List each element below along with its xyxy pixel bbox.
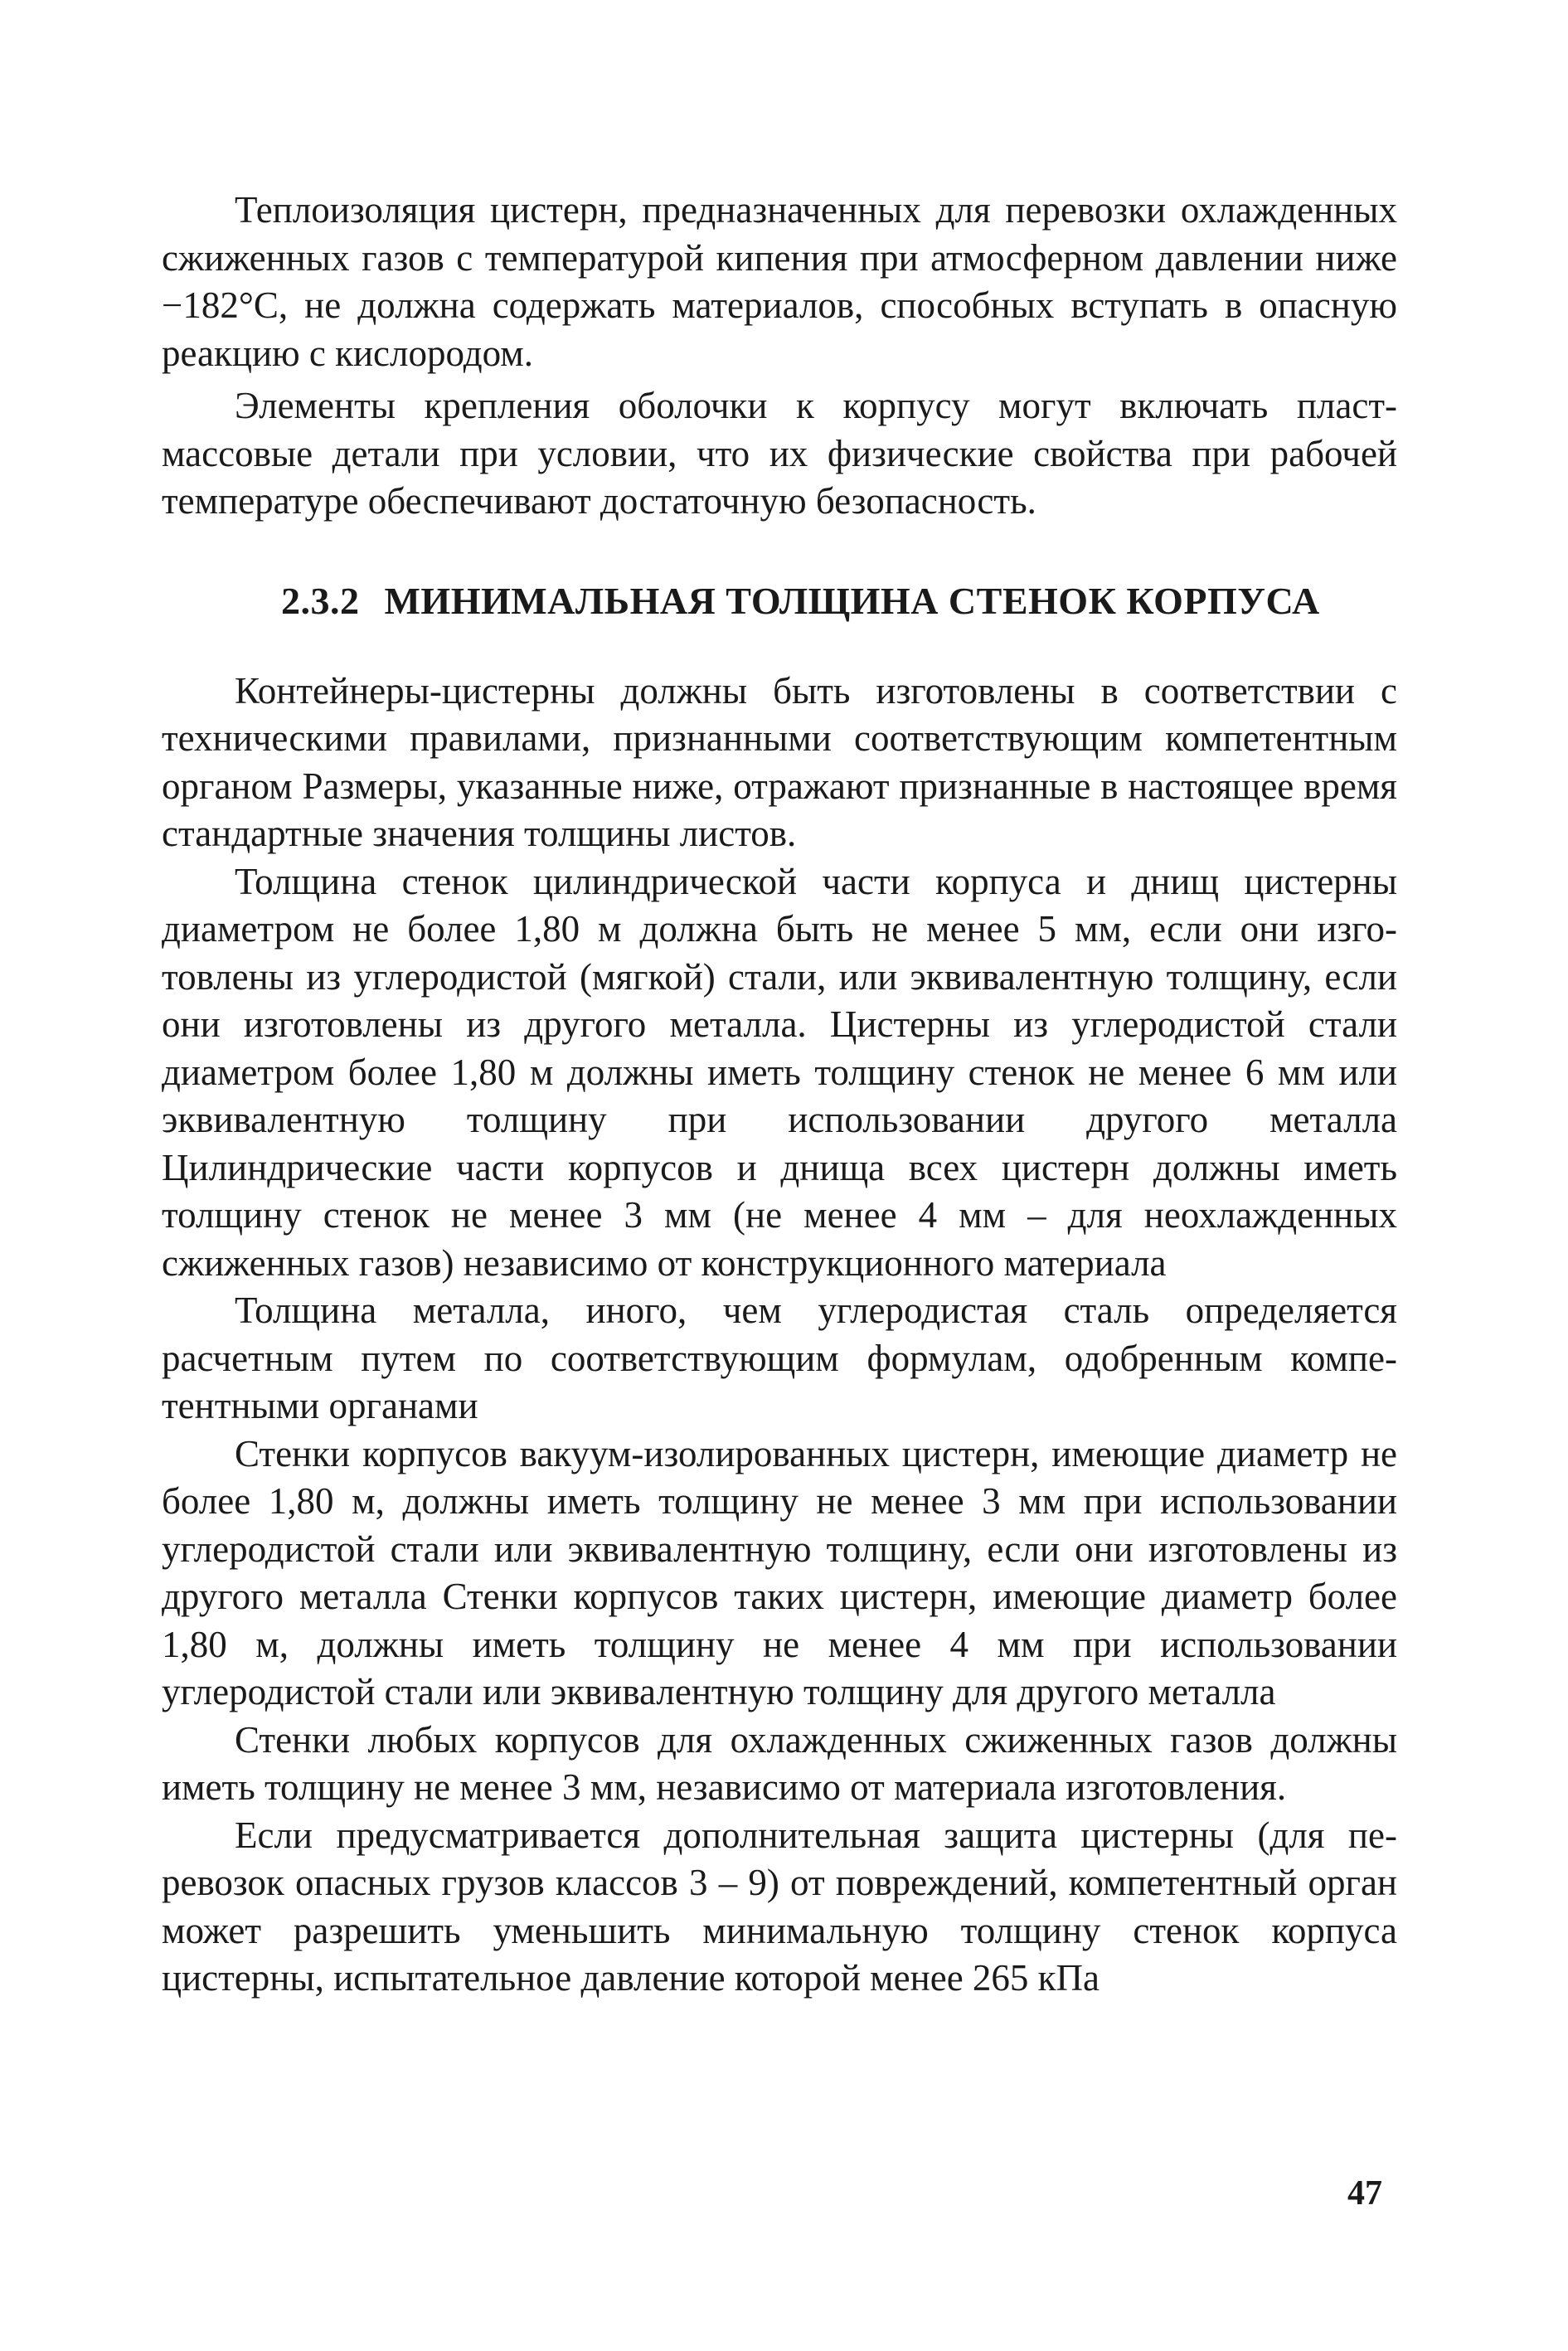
- paragraph-wall-thickness: Толщина стенок цилиндрической части корпуса и днищ цистерны диаметром не более 1,80 м должна быть не менее 5 мм, если они изготовлены из углеродистой (мягкой) стали, или эквивалентную толщину, если они изготовлены из другого металла. Цистерны из углеродистой стали диаметром более 1,80 м должны иметь толщину стенок не менее 6 мм или эквивалентную толщину при использовании другого металла Цилиндрические части корпусов и днища всех цистерн должны иметь толщину стенок не менее 3 мм (не менее 4 мм – для неохлажденных сжиженных газов) независимо от конструкционного материала: [162, 860, 1397, 1284]
- section-number: 2.3.2: [281, 579, 360, 622]
- document-page: [162, 187, 1397, 2310]
- paragraph-jacket-fastening: Элементы крепления оболочки к корпусу могут включать пластмассовые детали при условии, что их физические свойства при рабочей температуре обеспечивают достаточную безопасность.: [162, 385, 1397, 522]
- page-number: 47: [1347, 2174, 1382, 2213]
- paragraph-additional-protection: Если предусматривается дополнительная защита цистерны (для перевозок опасных грузов классов 3 – 9) от повреждений, компетентный орган может разрешить уменьшить минимальную толщину стенок корпуса цистерны, испытательное давление которой менее 265 кПа: [162, 1814, 1397, 1999]
- section-title: МИНИМАЛЬНАЯ ТОЛЩИНА СТЕНОК КОРПУСА: [384, 579, 1320, 622]
- paragraph-other-metal: Толщина металла, иного, чем углеродистая сталь определяется расчетным путем по соответствующим формулам, одобренным компетентными органами: [162, 1290, 1397, 1426]
- paragraph-technical-rules: Контейнеры-цистерны должны быть изготовлены в соответствии с техническими правилами, признанными соответствующим компетентным органом Размеры, указанные ниже, отражают признанные в настоящее время стандартные значения толщины листов.: [162, 669, 1397, 854]
- paragraph-refrigerated-gases: Стенки любых корпусов для охлажденных сжиженных газов должны иметь толщину не менее 3 мм, независимо от материала изготовления.: [162, 1718, 1397, 1808]
- paragraph-thermal-insulation: Теплоизоляция цистерн, предназначенных для перевозки охлажденных сжиженных газов с температурой кипения при атмосферном давлении ниже −182°С, не должна содержать материалов, способных вступать в опасную реакцию с кислородом.: [162, 189, 1397, 374]
- paragraph-vacuum-insulated: Стенки корпусов вакуум-изолированных цистерн, имеющие диаметр не более 1,80 м, должны иметь толщину не менее 3 мм при использовании углеродистой стали или эквивалентную толщину, если они изготовлены из другого металла Стенки корпусов таких цистерн, имеющие диаметр более 1,80 м, должны иметь толщину не менее 4 мм при использовании углеродистой стали или эквивалентную толщину для другого металла: [162, 1432, 1397, 1712]
- section-heading: [162, 577, 1397, 624]
